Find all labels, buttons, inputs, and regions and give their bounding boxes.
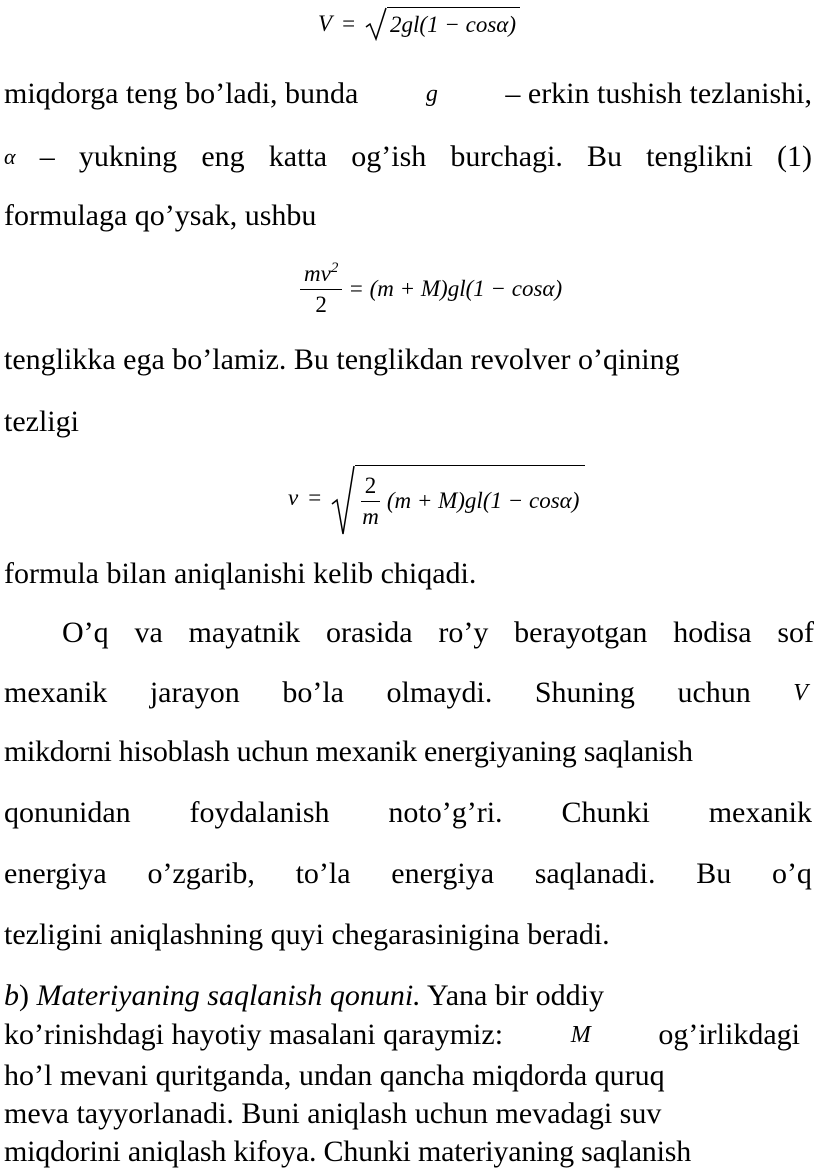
para-5-line-5: miqdorini aniqlash kifoya. Chunki materiyaning saqlanish: [4, 1135, 692, 1168]
fraction-denominator: 2: [315, 292, 327, 317]
numerator-text: mv: [304, 261, 331, 286]
word: mexanik: [4, 676, 108, 709]
text-segment: tenglikka ega bo’lamiz. Bu tenglikdan revolver o’qining: [4, 343, 680, 376]
var-alpha: α: [4, 144, 16, 169]
word: burchagi.: [450, 140, 563, 173]
radical-sign-icon: [365, 7, 387, 41]
para-4-line-5: [4, 856, 812, 892]
var-g: g: [425, 81, 438, 107]
sqrt-symbol: [365, 7, 520, 41]
word: mayatnik: [188, 616, 301, 649]
para-5-line-2: [4, 1017, 800, 1053]
para-1-line-2: [4, 139, 812, 175]
word: O’q: [62, 616, 109, 649]
formula-3-eq: =: [308, 485, 322, 510]
formula-velocity-pendulum: [318, 6, 520, 42]
word: va: [134, 616, 163, 649]
formula-2-rhs: = (m + M)gl(1 − cosα): [348, 276, 563, 301]
word: sof: [777, 616, 814, 649]
fraction-numerator: [300, 260, 342, 290]
formula-bullet-velocity: [288, 460, 585, 536]
sqrt-symbol: [331, 460, 585, 536]
section-title: Materiyaning saqlanish qonuni.: [36, 979, 421, 1012]
word: o’zgarib,: [147, 857, 255, 890]
para-2-line-1: [4, 342, 786, 378]
formula-3-rest: (m + M)gl(1 − cosα): [386, 488, 580, 513]
word: Bu: [587, 140, 623, 173]
para-5-line-4: meva tayyorlanadi. Buni aniqlash uchun mevadagi suv: [4, 1097, 662, 1130]
word: energiya: [391, 857, 495, 890]
word: yukning: [78, 140, 178, 173]
para-3-line-1: formula bilan aniqlanishi kelib chiqadi.: [4, 557, 477, 590]
word: tenglikni: [646, 140, 753, 173]
formula-1-radicand: 2gl(1 − cosα): [387, 7, 520, 41]
word: jarayon: [149, 676, 240, 709]
para-2-line-2: tezligi: [4, 405, 79, 438]
para-4-line-2: [4, 675, 808, 711]
word: energiya: [4, 857, 107, 890]
var-V: V: [793, 680, 808, 706]
word: hodisa: [673, 616, 752, 649]
word: uchun: [677, 676, 751, 709]
formula-3-lhs: v: [288, 485, 299, 510]
word: bo’la: [282, 676, 344, 709]
word: orasida: [325, 616, 413, 649]
para-4-line-1: [62, 615, 814, 651]
word: o’q: [771, 857, 812, 890]
word: foydalanish: [189, 796, 330, 829]
word: Chunki: [561, 796, 650, 829]
word: Bu: [696, 857, 732, 890]
word: (1): [776, 140, 812, 173]
text-segment: miqdorga teng bo’ladi, bunda: [4, 77, 359, 110]
text-segment: og’irlikdagi: [658, 1018, 800, 1051]
word: berayotgan: [514, 616, 648, 649]
para-4-line-4: [4, 795, 812, 831]
radical-sign-icon: [331, 460, 355, 536]
formula-3-radicand: [355, 465, 585, 535]
text-segment: ko’rinishdagi hayotiy masalani qaraymiz:: [4, 1018, 504, 1051]
section-label-paren: ): [19, 979, 29, 1012]
text-segment: Yana bir oddiy: [427, 979, 604, 1012]
word: ro’y: [438, 616, 489, 649]
formula-1-eq: =: [342, 11, 356, 36]
para-5-line-3: ho’l mevani quritganda, undan qancha miqdorda quruq: [4, 1059, 665, 1092]
fraction: [300, 260, 342, 318]
word: qonunidan: [4, 796, 131, 829]
word: olmaydi.: [386, 676, 493, 709]
word: og’ish: [351, 140, 427, 173]
word: eng: [201, 140, 245, 173]
word: –: [39, 140, 55, 173]
text-segment: – erkin tushish tezlanishi,: [505, 77, 812, 110]
word: to’la: [295, 857, 351, 890]
word: katta: [268, 140, 328, 173]
para-4-line-3: mikdorni hisoblash uchun mexanik energiyaning saqlanish: [4, 735, 693, 768]
fraction-numerator: 2: [361, 473, 381, 502]
word: mexanik: [708, 796, 812, 829]
para-5-line-1: [4, 978, 604, 1014]
fraction: [358, 473, 383, 530]
section-label: b: [4, 979, 19, 1012]
word: saqlanadi.: [534, 857, 656, 890]
para-1-line-3: formulaga qo’ysak, ushbu: [4, 199, 317, 232]
var-M: M: [570, 1022, 591, 1048]
para-4-line-6: tezligini aniqlashning quyi chegarasinigina beradi.: [4, 918, 610, 951]
formula-1-lhs: V: [318, 11, 333, 36]
word: Shuning: [534, 676, 635, 709]
exponent: 2: [330, 260, 339, 276]
para-1-line-1: [4, 76, 812, 112]
word: noto’g’ri.: [388, 796, 503, 829]
formula-kinetic-energy: [300, 252, 562, 326]
fraction-denominator: m: [362, 503, 379, 529]
